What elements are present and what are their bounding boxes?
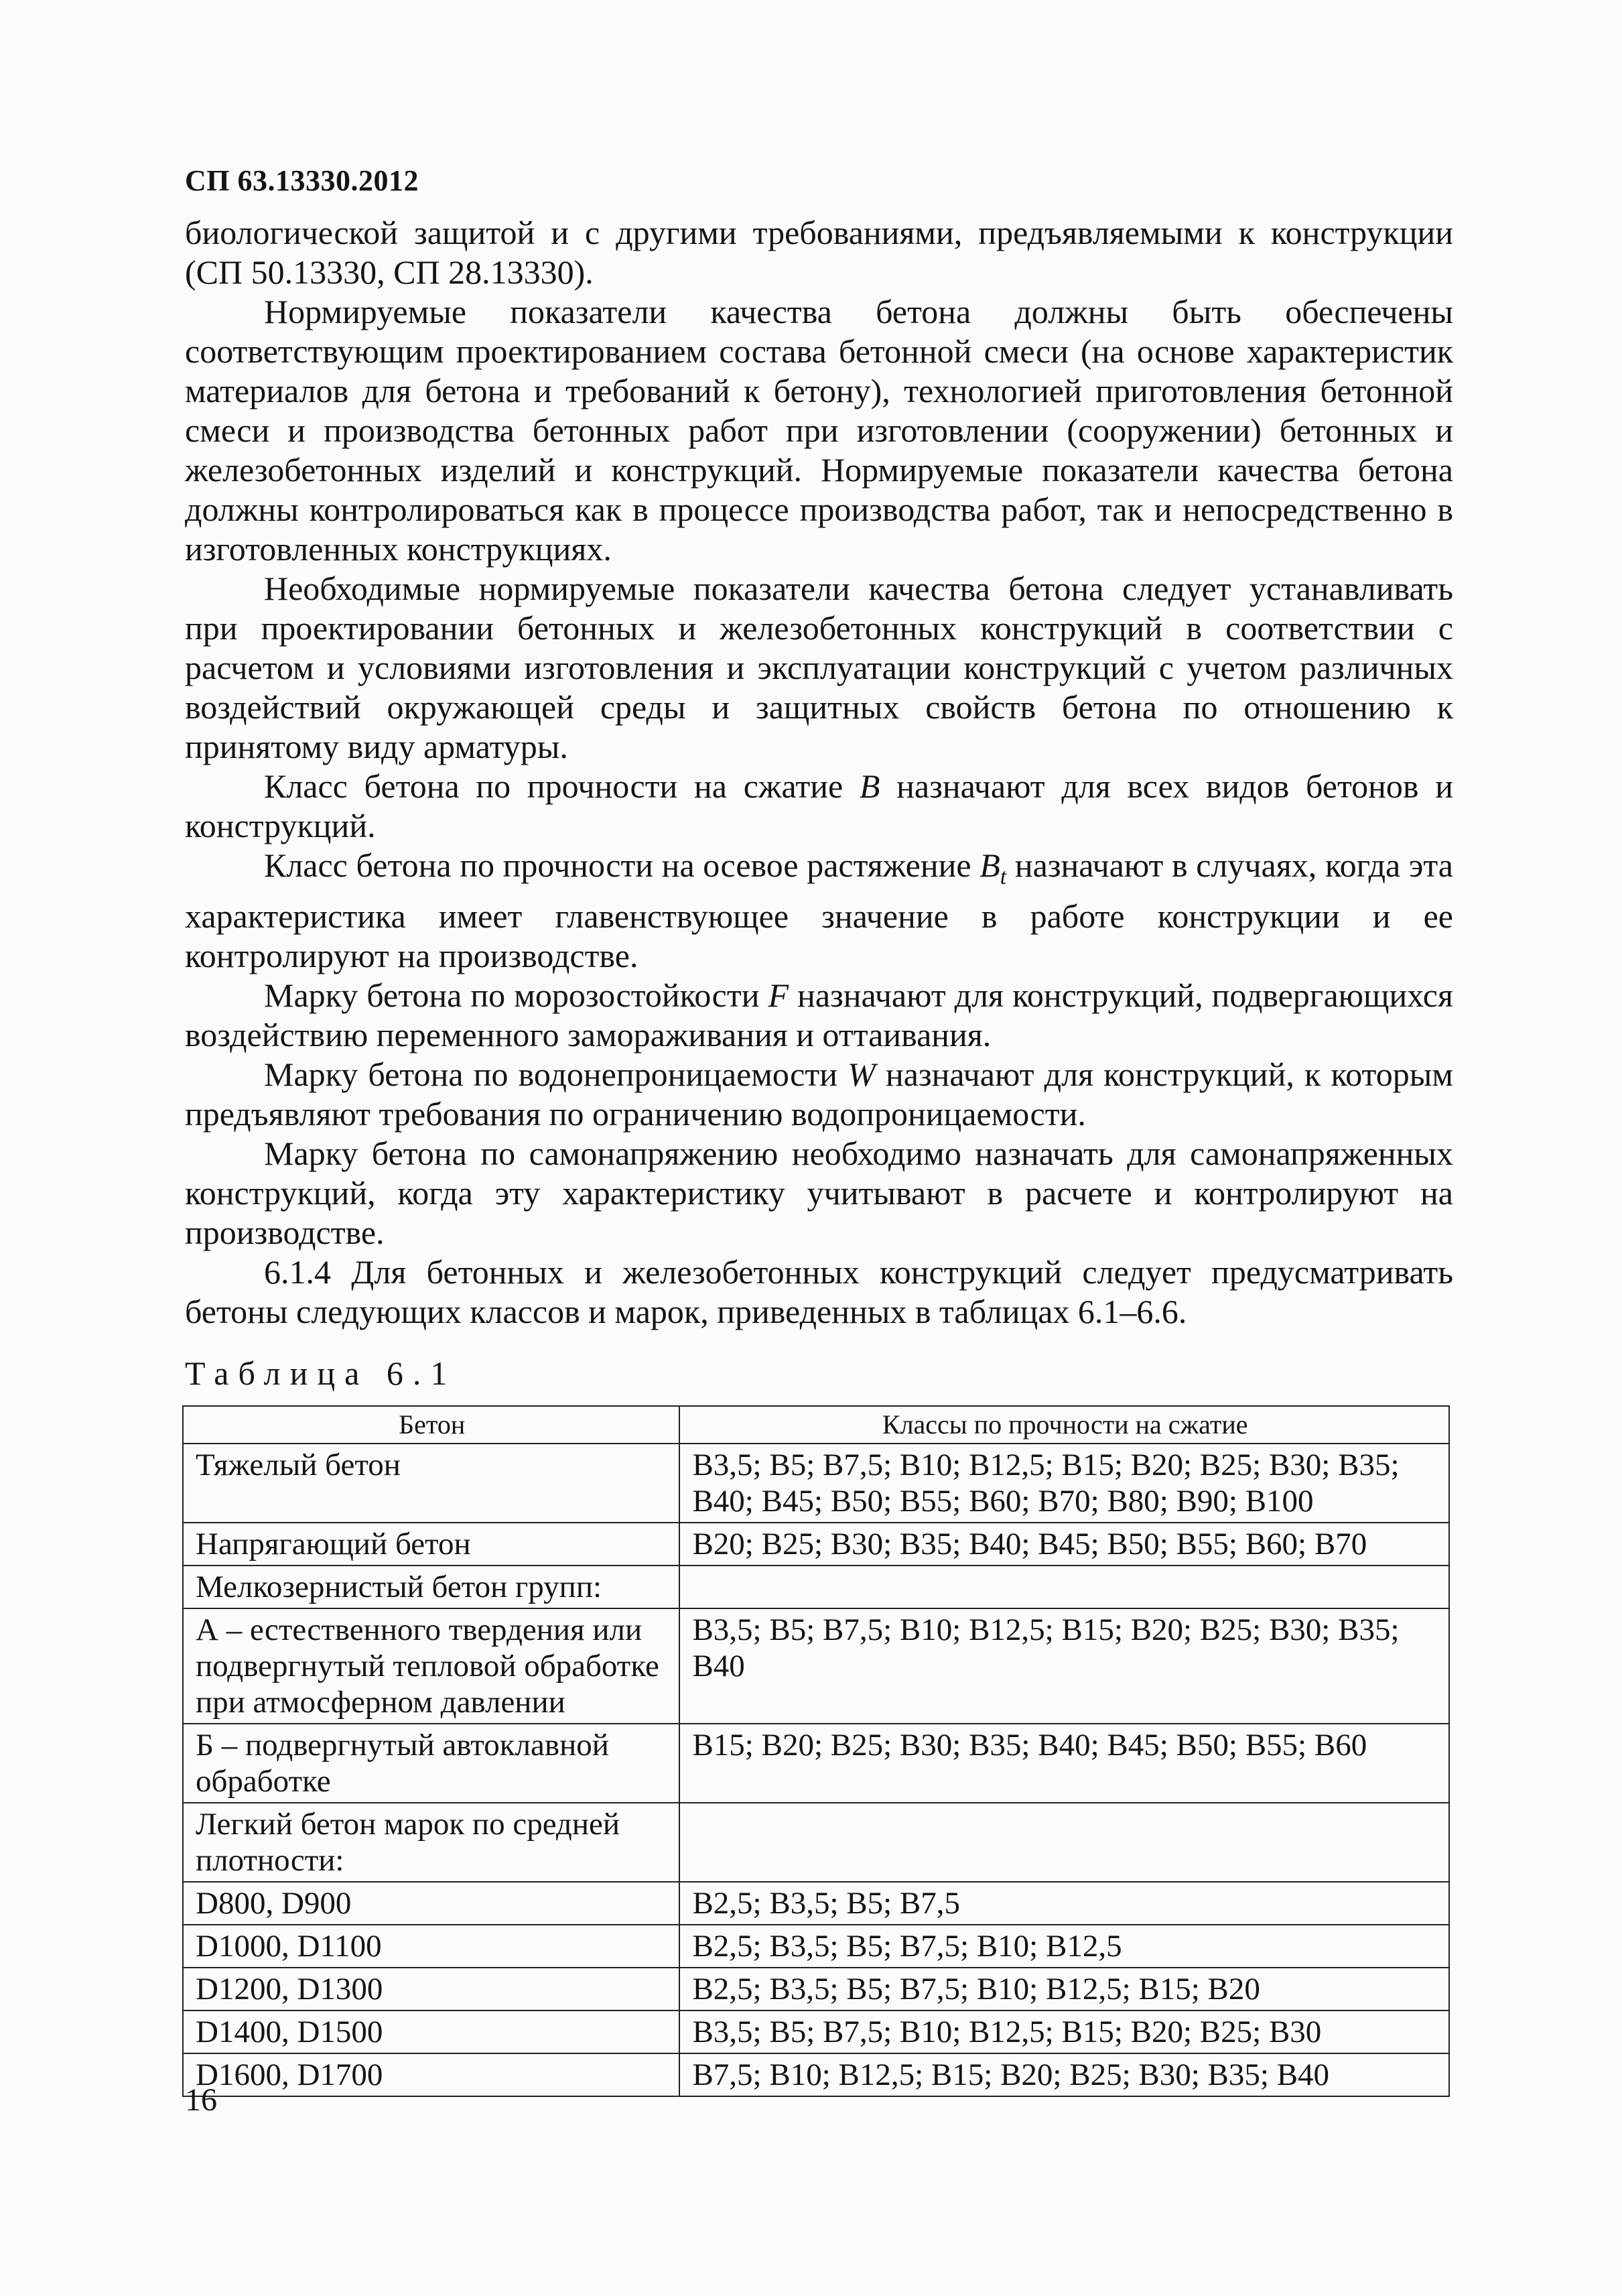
- column-header-classes: Классы по прочности на сжатие: [679, 1406, 1449, 1444]
- cell-concrete: D1400, D1500: [183, 2011, 679, 2053]
- cell-classes: B3,5; B5; B7,5; B10; B12,5; B15; B20; B25; B30; B35; B40; B45; B50; B55; B60; B70; B80; B90; B100: [679, 1444, 1449, 1523]
- cell-classes: B2,5; B3,5; B5; B7,5: [679, 1882, 1449, 1925]
- table-row: [183, 1925, 1449, 1968]
- table-caption: Таблица 6.1: [185, 1354, 457, 1392]
- cell-concrete: А – естественного твердения или подвергнутый тепловой обработке при атмосферном давлении: [183, 1608, 679, 1724]
- paragraph: Класс бетона по прочности на осевое растяжение $B_t$ назначают в случаях, когда эта характеристика имеет главенствующее значение в работе конструкции и ее контролируют на производстве.: [185, 846, 1453, 974]
- table-row: [183, 1444, 1449, 1523]
- variable-f: F: [768, 976, 789, 1014]
- table-row: [183, 1608, 1449, 1724]
- cell-concrete: Б – подвергнутый автоклавной обработке: [183, 1724, 679, 1803]
- table-row: [183, 2053, 1449, 2096]
- cell-concrete: Напрягающий бетон: [183, 1523, 679, 1566]
- cell-classes: B20; B25; B30; B35; B40; B45; B50; B55; B60; B70: [679, 1523, 1449, 1566]
- document-code-header: СП 63.13330.2012: [185, 164, 419, 197]
- variable-bt: $B_t$: [979, 846, 1007, 889]
- table-row: [183, 1882, 1449, 1925]
- table-row: [183, 1724, 1449, 1803]
- cell-concrete: D800, D900: [183, 1882, 679, 1925]
- table-row: [183, 2011, 1449, 2053]
- cell-classes: B7,5; B10; B12,5; B15; B20; B25; B30; B35; B40: [679, 2053, 1449, 2096]
- cell-concrete: D1600, D1700: [183, 2053, 679, 2096]
- paragraph: биологической защитой и с другими требованиями, предъявляемыми к конструкции (СП 50.13330, СП 28.13330).: [185, 214, 1453, 291]
- cell-classes: [679, 1803, 1449, 1882]
- paragraph: Марку бетона по водонепроницаемости W назначают для конструкций, к которым предъявляют требования по ограничению водопроницаемости.: [185, 1056, 1453, 1133]
- variable-b: B: [859, 767, 880, 805]
- paragraph: Класс бетона по прочности на сжатие B назначают для всех видов бетонов и конструкций.: [185, 767, 1453, 844]
- paragraph: Марку бетона по морозостойкости F назначают для конструкций, подвергающихся воздействию переменного замораживания и оттаивания.: [185, 976, 1453, 1054]
- column-header-concrete: Бетон: [183, 1406, 679, 1444]
- cell-concrete: D1000, D1100: [183, 1925, 679, 1968]
- cell-classes: B15; B20; B25; B30; B35; B40; B45; B50; B55; B60: [679, 1724, 1449, 1803]
- cell-concrete: D1200, D1300: [183, 1968, 679, 2011]
- table-row: [183, 1566, 1449, 1608]
- page-number: 16: [185, 2082, 217, 2118]
- cell-concrete: Легкий бетон марок по средней плотности:: [183, 1803, 679, 1882]
- variable-w: W: [848, 1056, 876, 1093]
- cell-classes: B2,5; B3,5; B5; B7,5; B10; B12,5; B15; B20: [679, 1968, 1449, 2011]
- cell-classes: B2,5; B3,5; B5; B7,5; B10; B12,5: [679, 1925, 1449, 1968]
- paragraph: Марку бетона по самонапряжению необходимо назначать для самонапряженных конструкций, когда эту характеристику учитывают в расчете и контролируют на производстве.: [185, 1135, 1453, 1251]
- cell-classes: B3,5; B5; B7,5; B10; B12,5; B15; B20; B25; B30; B35; B40: [679, 1608, 1449, 1724]
- paragraph: Нормируемые показатели качества бетона должны быть обеспечены соответствующим проектированием состава бетонной смеси (на основе характеристик материалов для бетона и требований к бетону), технологией приготовления бетонной смеси и производства бетонных работ при изготовлении (сооружении) бетонных и железобетонных изделий и конструкций. Нормируемые показатели качества бетона должны контролироваться как в процессе производства работ, так и непосредственно в изготовленных конструкциях.: [185, 293, 1453, 568]
- cell-classes: B3,5; B5; B7,5; B10; B12,5; B15; B20; B25; B30: [679, 2011, 1449, 2053]
- paragraph: 6.1.4 Для бетонных и железобетонных конструкций следует предусматривать бетоны следующих классов и марок, приведенных в таблицах 6.1–6.6.: [185, 1253, 1453, 1330]
- concrete-classes-table: [182, 1405, 1450, 2097]
- table-header-row: [183, 1406, 1449, 1444]
- table-row: [183, 1968, 1449, 2011]
- table-row: [183, 1523, 1449, 1566]
- paragraph: Необходимые нормируемые показатели качества бетона следует устанавливать при проектировании бетонных и железобетонных конструкций в соответствии с расчетом и условиями изготовления и эксплуатации конструкций с учетом различных воздействий окружающей среды и защитных свойств бетона по отношению к принятому виду арматуры.: [185, 570, 1453, 765]
- cell-concrete: Тяжелый бетон: [183, 1444, 679, 1523]
- body-text: [185, 213, 1453, 1332]
- cell-classes: [679, 1566, 1449, 1608]
- cell-concrete: Мелкозернистый бетон групп:: [183, 1566, 679, 1608]
- table-row: [183, 1803, 1449, 1882]
